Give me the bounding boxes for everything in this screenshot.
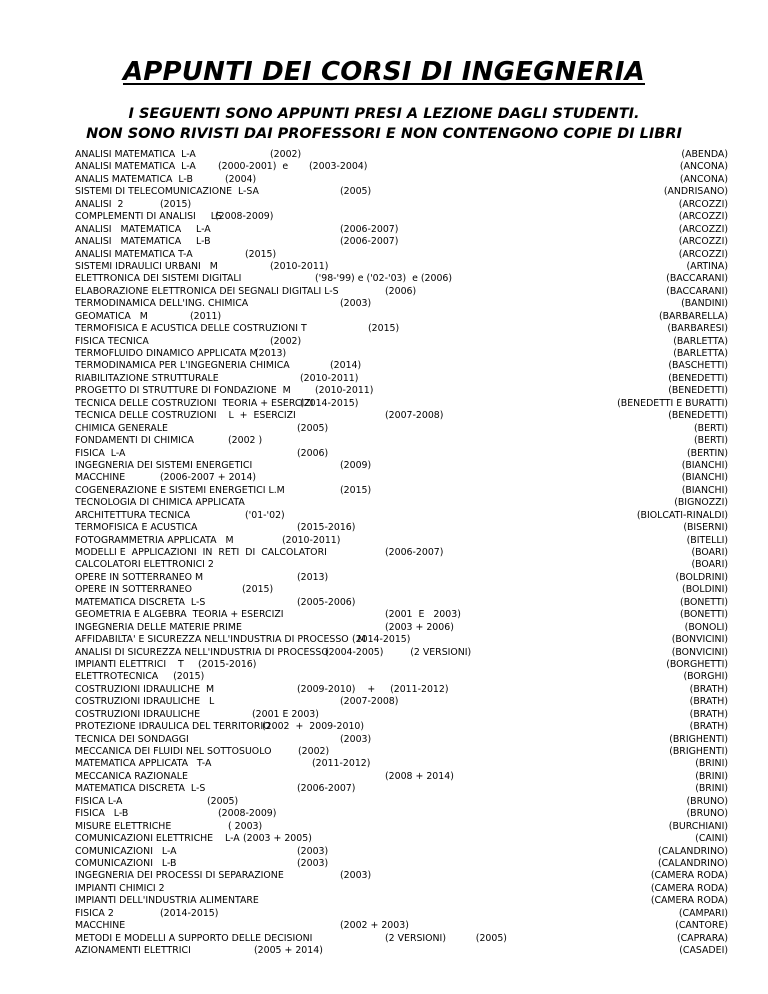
course-row: [0, 174, 768, 186]
course-name: FOTOGRAMMETRIA APPLICATA M: [75, 534, 234, 546]
course-date: (2003): [297, 845, 329, 857]
course-date: (2010-2011): [270, 260, 329, 272]
course-professor: (BRUNO): [686, 808, 728, 820]
course-date: (2003 + 2005): [243, 833, 312, 845]
course-row: [0, 423, 768, 435]
course-name: MACCHINE: [75, 920, 126, 932]
course-date: (2004): [225, 173, 257, 185]
course-row: [0, 684, 768, 696]
course-date: (2015): [245, 248, 277, 260]
course-date: ( 2003): [228, 820, 263, 832]
course-date: (2007-2008): [385, 410, 444, 422]
course-name: ELETTROTECNICA (2015): [75, 671, 205, 683]
course-date: (2 VERSIONI) (2005): [385, 932, 507, 944]
course-professor: (BRIGHENTI): [669, 733, 728, 745]
course-date: (2013): [297, 571, 329, 583]
course-date: (2002 + 2003): [340, 920, 409, 932]
course-name: AZIONAMENTI ELETTRICI: [75, 945, 191, 956]
course-date: (2005-2006): [297, 596, 356, 608]
course-date: (2008-2009): [218, 808, 277, 820]
course-date: (2005): [297, 422, 329, 434]
course-name: COSTRUZIONI IDRAULICHE M: [75, 683, 215, 695]
course-professor: (BONOLI): [684, 621, 728, 633]
course-row: [0, 186, 768, 198]
course-date: (2014-2015): [352, 634, 411, 646]
course-professor: (ARCOZZI): [678, 223, 728, 235]
course-row: [0, 758, 768, 770]
course-professor: (ARCOZZI): [678, 198, 728, 210]
course-professor: (BERTIN): [686, 447, 728, 459]
course-row: [0, 298, 768, 310]
course-name: MATEMATICA APPLICATA T-A: [75, 758, 212, 770]
course-date: (2014): [330, 360, 362, 372]
course-professor: (CAMERA RODA): [650, 870, 728, 882]
course-professor: (BERTI): [694, 435, 728, 447]
course-row: [0, 572, 768, 584]
course-date: (2006-2007 + 2014): [160, 472, 257, 484]
course-row: [0, 323, 768, 335]
course-row: [0, 261, 768, 273]
course-date: (2008-2009): [215, 211, 274, 223]
course-name: TERMOFISICA E ACUSTICA: [75, 522, 198, 534]
course-professor: (CALANDRINO): [657, 857, 728, 869]
course-professor: (BANDINI): [681, 298, 728, 310]
course-professor: (BIANCHI): [681, 459, 728, 471]
course-professor: (BRINI): [695, 770, 728, 782]
course-date: (2006-2007): [340, 236, 399, 248]
course-date: (2002 + 2009-2010): [262, 721, 365, 733]
course-row: [0, 485, 768, 497]
course-date: (2015): [160, 198, 192, 210]
course-professor: (BENEDETTI): [668, 372, 728, 384]
course-row: [0, 945, 768, 957]
course-name: COMPLEMENTI DI ANALISI LS: [75, 211, 222, 223]
course-row: [0, 908, 768, 920]
course-professor: (CAMPARI): [678, 907, 728, 919]
course-row: [0, 336, 768, 348]
course-row: [0, 385, 768, 397]
course-row: [0, 161, 768, 173]
course-row: [0, 199, 768, 211]
course-professor: (BRINI): [695, 783, 728, 795]
course-professor: (BRATH): [689, 708, 728, 720]
course-professor: (BOARI): [691, 547, 728, 558]
course-name: ANALISI DI SICUREZZA NELL'INDUSTRIA DI PROCESSO: [75, 646, 329, 658]
course-name: ANALIS MATEMATICA L-B: [75, 173, 193, 185]
course-professor: (BARBARESI): [667, 323, 728, 335]
course-row: [0, 721, 768, 733]
course-row: [0, 149, 768, 161]
course-date: (2011): [190, 310, 222, 322]
course-professor: (BISERNI): [683, 522, 728, 534]
course-professor: (ARTINA): [686, 260, 728, 272]
course-name: PROGETTO DI STRUTTURE DI FONDAZIONE M: [75, 385, 291, 397]
course-name: IMPIANTI ELETTRICI T: [75, 658, 184, 670]
course-professor: (BASCHETTI): [668, 360, 728, 372]
course-professor: (BRATH): [689, 683, 728, 695]
course-professor: (BARBARELLA): [658, 310, 728, 322]
course-row: [0, 398, 768, 410]
course-date: (2015): [368, 323, 400, 335]
course-date: (2003): [297, 857, 329, 869]
course-date: ('98-'99) e ('02-'03) e (2006): [315, 273, 453, 285]
course-professor: (BARLETTA): [673, 348, 728, 359]
course-professor: (BARLETTA): [673, 335, 728, 347]
course-name: COMUNICAZIONI L-A: [75, 845, 177, 857]
subtitle-line-1: I SEGUENTI SONO APPUNTI PRESI A LEZIONE DAGLI STUDENTI.: [128, 106, 640, 122]
course-date: (2011-2012): [312, 758, 371, 770]
course-professor: (CALANDRINO): [657, 845, 728, 857]
course-row: [0, 933, 768, 945]
course-date: (2014-2015): [300, 397, 359, 409]
course-row: [0, 870, 768, 882]
course-row: [0, 920, 768, 932]
course-row: [0, 734, 768, 746]
course-date: (2014-2015): [160, 907, 219, 919]
course-professor: (BIANCHI): [681, 484, 728, 496]
course-row: [0, 609, 768, 621]
course-professor: (BIANCHI): [681, 472, 728, 484]
course-row: [0, 808, 768, 820]
course-name: SISTEMI IDRAULICI URBANI M: [75, 260, 218, 272]
course-professor: (BACCARANI): [666, 285, 728, 297]
course-row: [0, 746, 768, 758]
course-professor: (BRIGHENTI): [669, 746, 728, 757]
course-professor: (ABENDA): [681, 149, 728, 160]
course-row: [0, 286, 768, 298]
course-professor: (BORGHI): [683, 671, 728, 683]
course-row: [0, 460, 768, 472]
course-name: TERMOFISICA E ACUSTICA DELLE COSTRUZIONI T: [75, 323, 307, 335]
course-row: [0, 497, 768, 509]
course-name: INGEGNERIA DEI SISTEMI ENERGETICI: [75, 459, 253, 471]
course-professor: (BRINI): [695, 758, 728, 770]
course-professor: (ARCOZZI): [678, 236, 728, 248]
course-date: (2000-2001) e (2003-2004): [218, 161, 368, 173]
course-row: [0, 796, 768, 808]
course-professor: (ANCONA): [679, 173, 728, 185]
course-date: (2002): [298, 746, 330, 757]
course-date: (2003): [340, 733, 372, 745]
course-name: INGEGNERIA DEI PROCESSI DI SEPARAZIONE: [75, 870, 284, 882]
course-date: (2005 + 2014): [254, 945, 323, 956]
subtitle-line-2: NON SONO RIVISTI DAI PROFESSORI E NON CONTENGONO COPIE DI LIBRI: [86, 126, 682, 142]
course-name: ANALISI MATEMATICA T-A: [75, 248, 193, 260]
course-name: GEOMATICA M: [75, 310, 148, 322]
course-date: (2009): [340, 459, 372, 471]
course-date: (2003): [340, 298, 372, 310]
course-date: (2010-2011): [282, 534, 341, 546]
course-name: ANALISI 2: [75, 198, 124, 210]
course-name: CHIMICA GENERALE: [75, 422, 168, 434]
course-row: [0, 410, 768, 422]
course-name: ARCHITETTURA TECNICA: [75, 509, 191, 521]
course-professor: (ARCOZZI): [678, 248, 728, 260]
page-title: APPUNTI DEI CORSI DI INGEGNERIA: [122, 57, 645, 87]
course-name: MECCANICA DEI FLUIDI NEL SOTTOSUOLO: [75, 746, 272, 757]
course-name: INGEGNERIA DELLE MATERIE PRIME: [75, 621, 242, 633]
course-row: [0, 522, 768, 534]
course-row: [0, 659, 768, 671]
course-professor: (BOLDRINI): [675, 571, 728, 583]
course-date: (2006): [385, 285, 417, 297]
course-professor: (BONETTI): [680, 609, 728, 621]
course-row: [0, 696, 768, 708]
course-professor: (ARCOZZI): [678, 211, 728, 223]
course-professor: (BIOLCATI-RINALDI): [636, 509, 728, 521]
course-date: (2002): [270, 149, 302, 160]
course-row: [0, 535, 768, 547]
course-name: OPERE IN SOTTERRANEO: [75, 584, 193, 596]
course-row: [0, 249, 768, 261]
course-date: (2003 + 2006): [385, 621, 454, 633]
course-name: TECNICA DELLE COSTRUZIONI L + ESERCIZI: [75, 410, 296, 422]
course-row: [0, 584, 768, 596]
course-date: (2010-2011): [300, 372, 359, 384]
course-name: MODELLI E APPLICAZIONI IN RETI DI CALCOLATORI: [75, 547, 327, 558]
course-row: [0, 547, 768, 559]
course-date: (2015-2016): [198, 658, 257, 670]
course-name: FISICA 2: [75, 907, 114, 919]
course-date: (2009-2010) + (2011-2012): [297, 683, 449, 695]
course-professor: (BENEDETTI): [668, 410, 728, 422]
course-row: [0, 559, 768, 571]
course-professor: (BACCARANI): [666, 273, 728, 285]
course-name: TECNOLOGIA DI CHIMICA APPLICATA: [75, 497, 245, 509]
course-name: METODI E MODELLI A SUPPORTO DELLE DECISIONI: [75, 932, 313, 944]
course-date: (2006): [297, 447, 329, 459]
course-row: [0, 647, 768, 659]
course-date: (2010-2011): [315, 385, 374, 397]
course-name: AFFIDABILTA' E SICUREZZA NELL'INDUSTRIA DI PROCESSO M: [75, 634, 366, 646]
course-row: [0, 448, 768, 460]
course-professor: (CAPRARA): [676, 932, 728, 944]
course-row: [0, 821, 768, 833]
course-professor: (CAINI): [695, 833, 728, 845]
course-name: ANALISI MATEMATICA L-A: [75, 161, 196, 173]
course-professor: (BITELLI): [686, 534, 728, 546]
course-professor: (BIGNOZZI): [674, 497, 728, 509]
course-date: (2006-2007): [385, 547, 444, 558]
course-professor: (BOARI): [691, 559, 728, 571]
course-professor: (BORGHETTI): [666, 658, 728, 670]
course-professor: (BENEDETTI E BURATTI): [617, 397, 728, 409]
course-name: COGENERAZIONE E SISTEMI ENERGETICI L.M: [75, 484, 285, 496]
course-date: (2001 E 2003): [385, 609, 461, 621]
course-professor: (BENEDETTI): [668, 385, 728, 397]
course-date: (2007-2008): [340, 696, 399, 708]
course-name: COMUNICAZIONI L-B: [75, 857, 177, 869]
course-professor: (BRATH): [689, 696, 728, 708]
course-name: FONDAMENTI DI CHIMICA: [75, 435, 194, 447]
course-date: ('01-'02): [245, 509, 285, 521]
course-row: [0, 671, 768, 683]
course-name: COMUNICAZIONI ELETTRICHE L-A: [75, 833, 240, 845]
course-row: [0, 634, 768, 646]
course-row: [0, 771, 768, 783]
course-professor: (CASADEI): [679, 945, 728, 956]
course-professor: (CAMERA RODA): [650, 882, 728, 894]
course-row: [0, 846, 768, 858]
course-name: IMPIANTI CHIMICI 2: [75, 882, 165, 894]
course-date: (2004-2005) (2 VERSIONI): [325, 646, 472, 658]
course-date: (2013): [255, 348, 287, 359]
course-date: (2005): [207, 795, 239, 807]
course-name: ANALISI MATEMATICA L-B: [75, 236, 211, 248]
course-professor: (BRATH): [689, 721, 728, 733]
course-name: FISICA TECNICA: [75, 335, 149, 347]
course-date: (2006-2007): [340, 223, 399, 235]
course-row: [0, 211, 768, 223]
course-date: (2008 + 2014): [385, 770, 454, 782]
course-date: (2015-2016): [297, 522, 356, 534]
course-professor: (CANTORE): [675, 920, 728, 932]
course-row: [0, 709, 768, 721]
course-name: COSTRUZIONI IDRAULICHE: [75, 708, 201, 720]
course-name: OPERE IN SOTTERRANEO M: [75, 571, 204, 583]
course-row: [0, 472, 768, 484]
course-name: RIABILITAZIONE STRUTTURALE: [75, 372, 219, 384]
course-row: [0, 224, 768, 236]
course-name: TERMODINAMICA PER L'INGEGNERIA CHIMICA: [75, 360, 290, 372]
course-name: FISICA L-B: [75, 808, 129, 820]
course-date: (2015): [242, 584, 274, 596]
course-row: [0, 597, 768, 609]
course-professor: (CAMERA RODA): [650, 895, 728, 907]
course-name: MATEMATICA DISCRETA L-S: [75, 783, 206, 795]
course-date: (2003): [340, 870, 372, 882]
course-professor: (ANDRISANO): [663, 186, 728, 198]
course-name: GEOMETRIA E ALGEBRA TEORIA + ESERCIZI: [75, 609, 284, 621]
course-row: [0, 348, 768, 360]
course-row: [0, 895, 768, 907]
course-professor: (BONVICINI): [671, 634, 728, 646]
course-row: [0, 360, 768, 372]
course-name: ELETTRONICA DEI SISTEMI DIGITALI: [75, 273, 242, 285]
course-date: (2005): [340, 186, 372, 198]
course-row: [0, 273, 768, 285]
course-row: [0, 883, 768, 895]
course-professor: (BONETTI): [680, 596, 728, 608]
course-name: PROTEZIONE IDRAULICA DEL TERRITORIO: [75, 721, 271, 733]
course-name: MECCANICA RAZIONALE: [75, 770, 188, 782]
course-name: TERMOFLUIDO DINAMICO APPLICATA M: [75, 348, 258, 359]
course-professor: (BRUNO): [686, 795, 728, 807]
course-name: MACCHINE: [75, 472, 126, 484]
course-date: (2001 E 2003): [252, 708, 319, 720]
course-professor: (BERTI): [694, 422, 728, 434]
course-professor: (BONVICINI): [671, 646, 728, 658]
course-professor: (BOLDINI): [682, 584, 728, 596]
course-professor: (ANCONA): [679, 161, 728, 173]
course-professor: (BURCHIANI): [668, 820, 728, 832]
course-name: ANALISI MATEMATICA L-A: [75, 223, 211, 235]
course-row: [0, 510, 768, 522]
course-row: [0, 858, 768, 870]
course-date: (2002): [270, 335, 302, 347]
course-row: [0, 373, 768, 385]
course-row: [0, 236, 768, 248]
course-date: (2006-2007): [297, 783, 356, 795]
course-row: [0, 622, 768, 634]
course-row: [0, 833, 768, 845]
course-name: MATEMATICA DISCRETA L-S: [75, 596, 206, 608]
course-row: [0, 783, 768, 795]
course-list: [0, 149, 768, 957]
course-name: SISTEMI DI TELECOMUNICAZIONE L-SA: [75, 186, 259, 198]
course-name: CALCOLATORI ELETTRONICI 2: [75, 559, 214, 571]
course-name: COSTRUZIONI IDRAULICHE L: [75, 696, 215, 708]
course-row: [0, 311, 768, 323]
course-name: MISURE ELETTRICHE: [75, 820, 172, 832]
course-name: IMPIANTI DELL'INDUSTRIA ALIMENTARE: [75, 895, 259, 907]
course-name: TECNICA DELLE COSTRUZIONI TEORIA + ESERCIZI: [75, 397, 314, 409]
course-name: FISICA L-A: [75, 795, 123, 807]
course-name: TECNICA DEI SONDAGGI: [75, 733, 189, 745]
course-name: TERMODINAMICA DELL'ING. CHIMICA: [75, 298, 249, 310]
course-name: FISICA L-A: [75, 447, 126, 459]
course-row: [0, 435, 768, 447]
course-name: ELABORAZIONE ELETTRONICA DEI SEGNALI DIGITALI L-S: [75, 285, 339, 297]
course-date: (2015): [340, 484, 372, 496]
course-name: ANALISI MATEMATICA L-A: [75, 149, 196, 160]
course-date: (2002 ): [228, 435, 263, 447]
